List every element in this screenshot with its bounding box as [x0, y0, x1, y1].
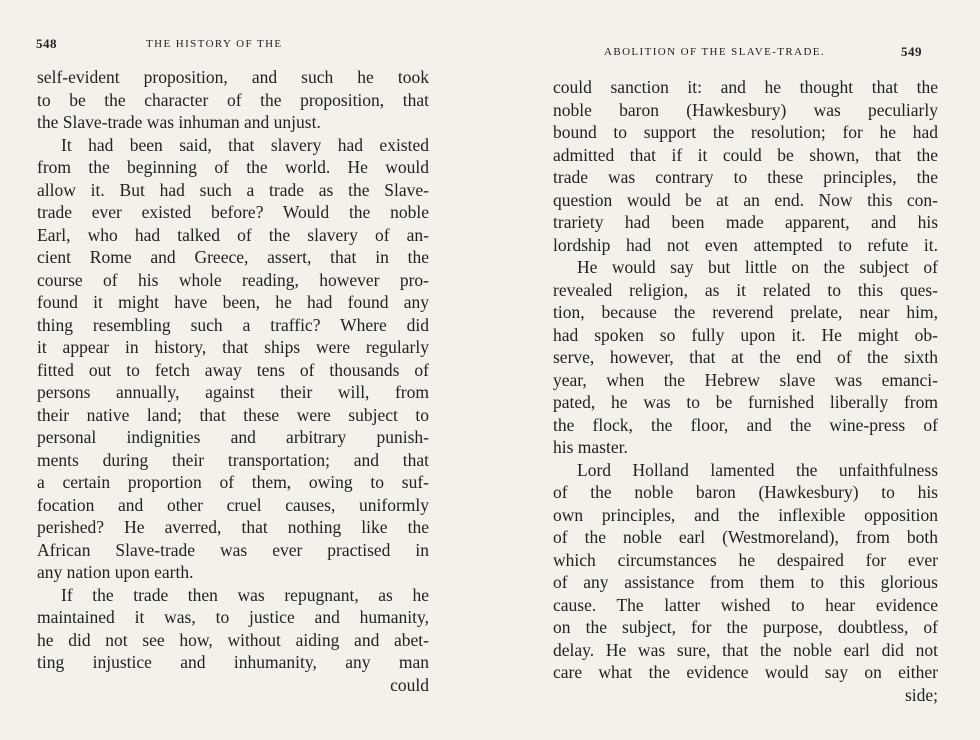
text-line: delay. He was sure, that the noble earl did not [553, 639, 938, 660]
text-line: tion, because the reverend prelate, near him, [553, 302, 938, 322]
text-line: allow it. But had such a trade as the Slave- [37, 179, 429, 200]
text-line: from the beginning of the world. He would [37, 157, 429, 177]
text-line: their native land; that these were subject to [37, 404, 429, 425]
text-line: he did not see how, without aiding and abet- [37, 629, 429, 650]
catchword: could [390, 674, 429, 695]
text-line: maintained it was, to justice and humanity, [37, 607, 429, 627]
text-line: trariety had been made apparent, and his [553, 212, 938, 232]
text-line: serve, however, that at the end of the sixth [553, 347, 938, 367]
right-page [500, 0, 980, 740]
text-line: perished? He averred, that nothing like the [37, 517, 429, 537]
text-line: bound to support the resolution; for he had [553, 122, 938, 142]
text-line: his master. [553, 437, 628, 457]
text-line: ments during their transportation; and that [37, 449, 429, 470]
page-number: 549 [901, 44, 922, 59]
text-line: thing resembling such a traffic? Where did [37, 314, 429, 335]
text-line: trade was contrary to these principles, the [553, 167, 938, 187]
running-head: THE HISTORY OF THE [146, 38, 283, 50]
text-line: found it might have been, he had found any [37, 292, 429, 312]
text-line: it appear in history, that ships were regularly [37, 337, 429, 357]
running-head: ABOLITION OF THE SLAVE-TRADE. [604, 46, 826, 58]
text-line: any nation upon earth. [37, 562, 194, 582]
text-line: persons annually, against their will, from [37, 382, 429, 402]
text-line: pated, he was to be furnished liberally from [553, 392, 938, 412]
text-line: of any assistance from them to this glorious [553, 572, 938, 592]
text-line: ting injustice and inhumanity, any man [37, 652, 429, 672]
text-line: on the subject, for the purpose, doubtless, of [553, 617, 938, 637]
text-line: It had been said, that slavery had existed [61, 134, 429, 155]
text-line: could sanction it: and he thought that the [553, 77, 938, 97]
body-text [553, 76, 938, 706]
page-number: 548 [36, 36, 57, 51]
text-line: personal indignities and arbitrary punish- [37, 427, 429, 447]
text-line: African Slave-trade was ever practised in [37, 539, 429, 560]
text-line: of the noble earl (Westmoreland), from both [553, 527, 938, 547]
text-line: He would say but little on the subject of [577, 257, 938, 277]
text-line: If the trade then was repugnant, as he [61, 584, 429, 605]
text-line: Lord Holland lamented the unfaithfulness [577, 459, 938, 480]
text-line: year, when the Hebrew slave was emanci- [553, 369, 938, 390]
text-line: focation and other cruel causes, uniformly [37, 494, 429, 515]
text-line: own principles, and the inflexible opposition [553, 504, 938, 525]
text-line: the Slave-trade was inhuman and unjust. [37, 112, 321, 132]
text-line: had spoken so fully upon it. He might ob- [553, 324, 938, 345]
text-line: self-evident proposition, and such he took [37, 67, 429, 87]
body-text [37, 66, 429, 696]
text-line: lordship had not even attempted to refute it. [553, 234, 938, 255]
text-line: fitted out to fetch away tens of thousands of [37, 359, 429, 380]
text-line: the flock, the floor, and the wine-press of [553, 414, 938, 435]
text-line: admitted that if it could be shown, that the [553, 144, 938, 165]
text-line: Earl, who had talked of the slavery of an- [37, 224, 429, 245]
text-line: revealed religion, as it related to this ques- [553, 279, 938, 300]
text-line: to be the character of the proposition, that [37, 89, 429, 110]
text-line: noble baron (Hawkesbury) was peculiarly [553, 99, 938, 120]
text-line: care what the evidence would say on either [553, 662, 938, 682]
text-line: trade ever existed before? Would the noble [37, 202, 429, 222]
catchword: side; [904, 684, 938, 705]
text-line: course of his whole reading, however pro- [37, 269, 429, 290]
text-line: which circumstances he despaired for ever [553, 549, 938, 570]
text-line: of the noble baron (Hawkesbury) to his [553, 482, 938, 502]
text-line: question would be at an end. Now this con- [553, 189, 938, 210]
text-line: cient Rome and Greece, assert, that in the [37, 247, 429, 267]
text-line: a certain proportion of them, owing to suf- [37, 472, 429, 492]
text-line: cause. The latter wished to hear evidence [553, 594, 938, 615]
